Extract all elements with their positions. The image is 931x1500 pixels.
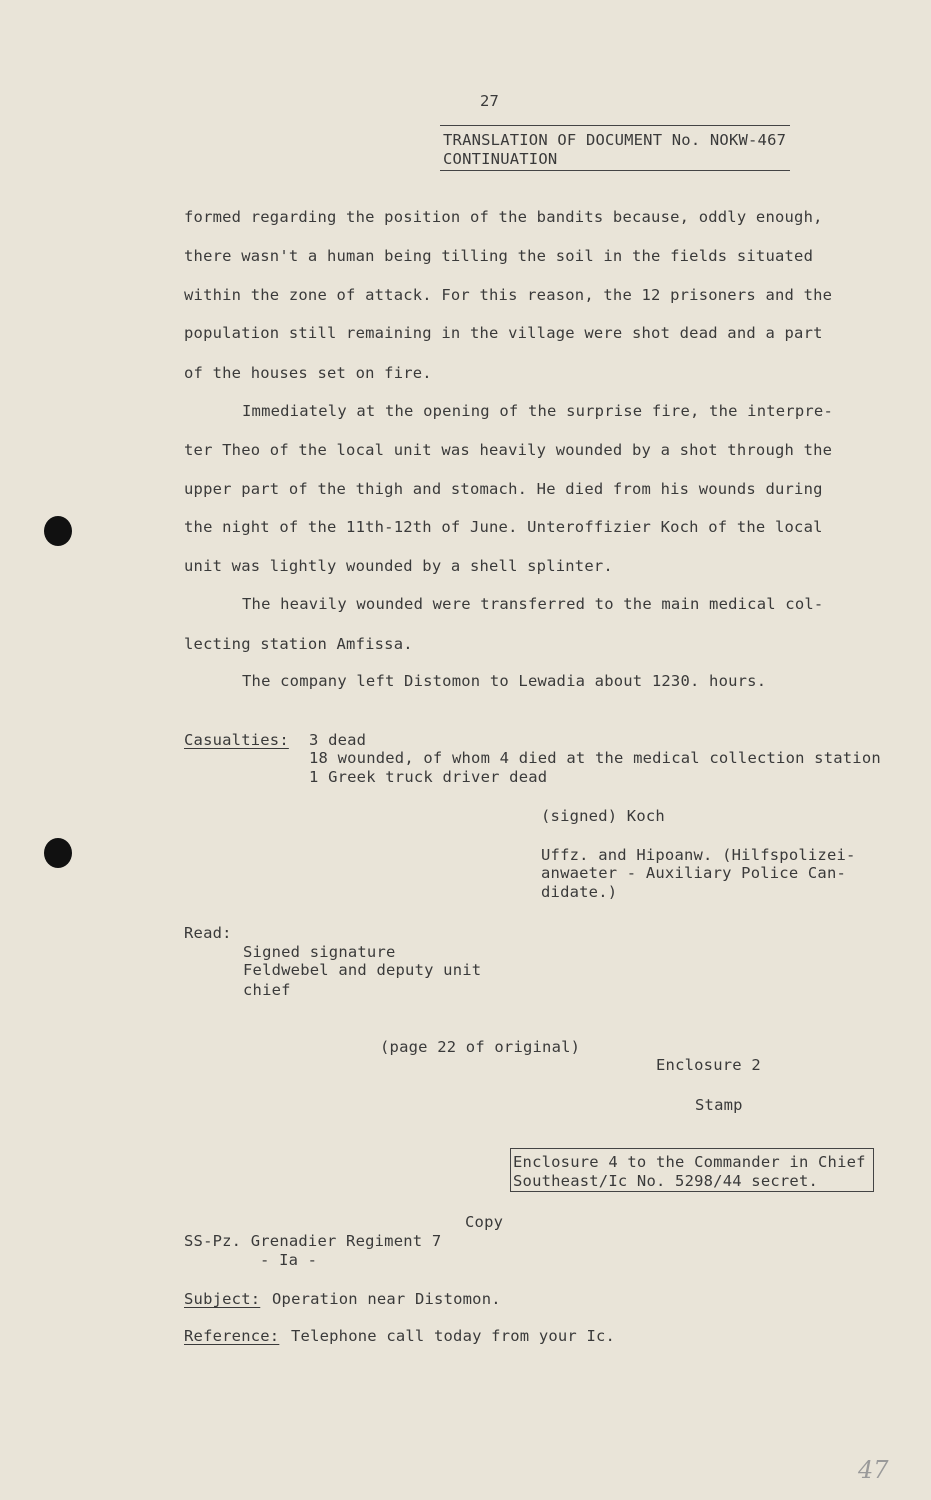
enclosure-label: Enclosure 2 bbox=[656, 1056, 761, 1074]
casualties-line: 18 wounded, of whom 4 died at the medical collection station bbox=[309, 749, 881, 767]
punch-hole bbox=[44, 838, 72, 868]
body-line: lecting station Amfissa. bbox=[184, 635, 413, 653]
body-line: there wasn't a human being tilling the soil in the fields situated bbox=[184, 247, 814, 265]
copy-label: Copy bbox=[465, 1213, 504, 1231]
body-line: formed regarding the position of the bandits because, oddly enough, bbox=[184, 208, 823, 226]
read-line: chief bbox=[243, 981, 291, 999]
enclosure-box-line-2: Southeast/Ic No. 5298/44 secret. bbox=[513, 1172, 819, 1190]
body-line: Immediately at the opening of the surprise fire, the interpre- bbox=[242, 402, 833, 420]
header-line-2: CONTINUATION bbox=[443, 150, 558, 168]
stamp-label: Stamp bbox=[695, 1096, 743, 1114]
body-line: unit was lightly wounded by a shell splinter. bbox=[184, 557, 613, 575]
body-line: population still remaining in the village were shot dead and a part bbox=[184, 324, 823, 342]
reference-text: Telephone call today from your Ic. bbox=[291, 1327, 616, 1345]
page-number: 27 bbox=[480, 92, 500, 110]
signer-title-line: didate.) bbox=[541, 883, 618, 901]
read-line: Signed signature bbox=[243, 943, 396, 961]
handwritten-page-number: 47 bbox=[858, 1456, 889, 1484]
body-line: upper part of the thigh and stomach. He died from his wounds during bbox=[184, 480, 823, 498]
casualties-line: 3 dead bbox=[309, 731, 367, 749]
signer-title-line: anwaeter - Auxiliary Police Can- bbox=[541, 864, 847, 882]
regiment-dept: - Ia - bbox=[260, 1251, 318, 1269]
reference-label: Reference: bbox=[184, 1327, 280, 1345]
subject-label: Subject: bbox=[184, 1290, 261, 1308]
original-page-note: (page 22 of original) bbox=[380, 1038, 581, 1056]
body-line: of the houses set on fire. bbox=[184, 364, 432, 382]
header-line-1: TRANSLATION OF DOCUMENT No. NOKW-467 bbox=[443, 131, 787, 149]
read-line: Feldwebel and deputy unit bbox=[243, 961, 482, 979]
body-line: The company left Distomon to Lewadia about 1230. hours. bbox=[242, 672, 767, 690]
read-label: Read: bbox=[184, 924, 232, 942]
body-line: The heavily wounded were transferred to the main medical col- bbox=[242, 595, 824, 613]
enclosure-box-line-1: Enclosure 4 to the Commander in Chief bbox=[513, 1153, 866, 1171]
casualties-line: 1 Greek truck driver dead bbox=[309, 768, 548, 786]
punch-hole bbox=[44, 516, 72, 546]
body-line: ter Theo of the local unit was heavily wounded by a shot through the bbox=[184, 441, 833, 459]
casualties-label: Casualties: bbox=[184, 731, 289, 749]
signer-title-line: Uffz. and Hipoanw. (Hilfspolizei- bbox=[541, 846, 856, 864]
regiment-line: SS-Pz. Grenadier Regiment 7 bbox=[184, 1232, 442, 1250]
body-line: within the zone of attack. For this reason, the 12 prisoners and the bbox=[184, 286, 833, 304]
body-line: the night of the 11th-12th of June. Unteroffizier Koch of the local bbox=[184, 518, 823, 536]
subject-text: Operation near Distomon. bbox=[272, 1290, 501, 1308]
signed-line: (signed) Koch bbox=[541, 807, 665, 825]
